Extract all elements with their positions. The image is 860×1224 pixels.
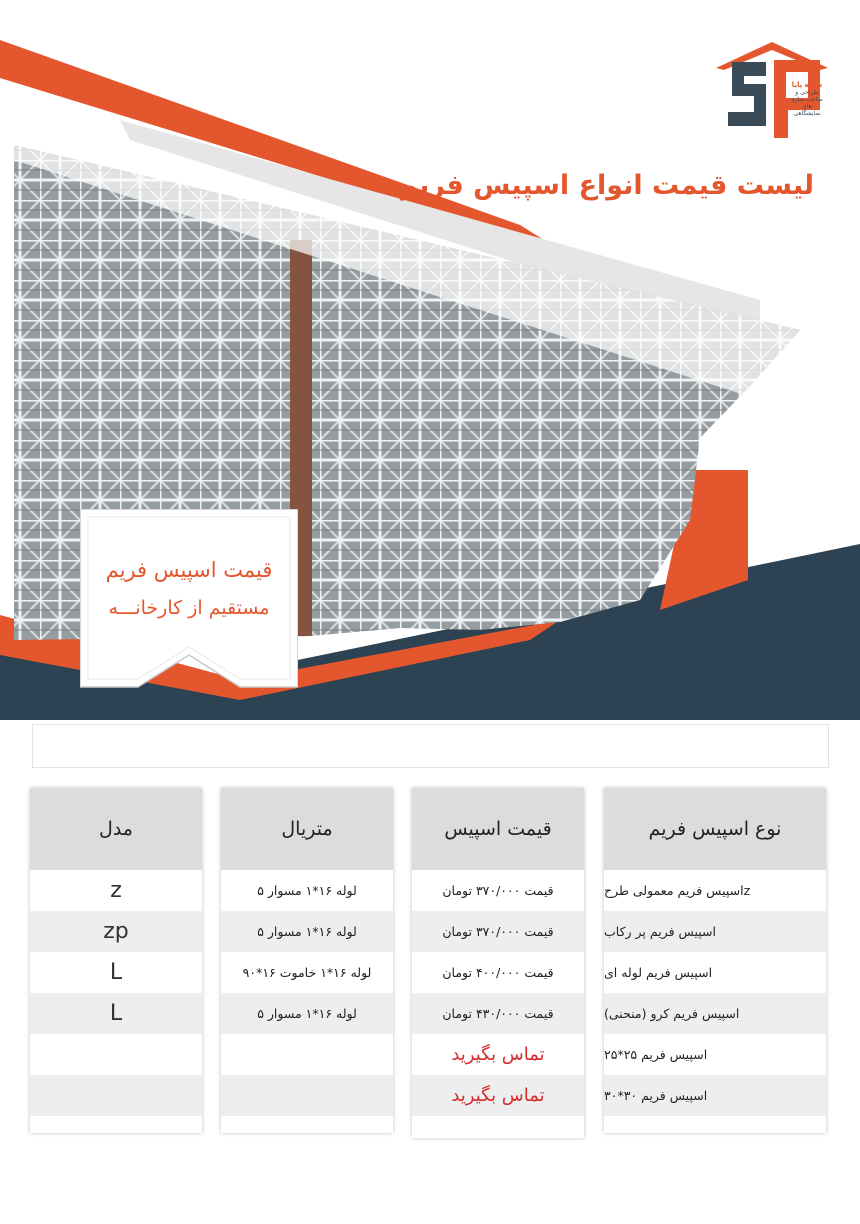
cell-model: L [30, 993, 202, 1034]
column-type [604, 788, 826, 1133]
cell-type: اسپیس فریم کرو (منحنی) [604, 993, 826, 1034]
cell-price: قیمت ۳۷۰/۰۰۰ تومان [442, 883, 554, 898]
cell-model: zp [30, 911, 202, 952]
column-model [30, 788, 202, 1133]
cell-model: z [110, 878, 122, 903]
cell-price: قیمت ۴۰۰/۰۰۰ تومان [442, 965, 554, 980]
header-material: متریال [221, 788, 393, 870]
column-material [221, 788, 393, 1133]
cell-price-contact: تماس بگیرید [451, 1044, 545, 1065]
cell-material: لوله ۱۶*۱ مسوار ۵ [257, 883, 357, 898]
badge-line-1: قیمت اسپیس فریم [105, 558, 273, 582]
cell-type: اسپیس فریم ۳۰*۳۰ [604, 1075, 826, 1116]
column-price [412, 788, 584, 1138]
badge-line-2: مستقیم از کارخانـــه [108, 597, 270, 619]
cell-price: قیمت ۴۳۰/۰۰۰ تومان [412, 993, 584, 1034]
cell-price: قیمت ۳۷۰/۰۰۰ تومان [412, 911, 584, 952]
phone-icon [690, 1152, 710, 1172]
cell-material [221, 1075, 393, 1116]
website-link[interactable]: www.sazehpaya.com [331, 1185, 519, 1204]
logo-tagline: طراحی و ساخت سازه های نمایشگاهی [791, 89, 823, 117]
cell-model [30, 1075, 202, 1116]
instagram-icon[interactable] [92, 1152, 112, 1172]
page-title: لیست قیمت انواع اسپیس فریم [397, 170, 814, 201]
cell-type: zاسپیس فریم معمولی طرح [604, 883, 751, 898]
cell-model: L [109, 960, 123, 985]
globe-icon [417, 1152, 437, 1172]
cell-material [221, 1034, 393, 1075]
logo-brand: سازه پایا [791, 81, 823, 89]
header-model: مدل [30, 788, 202, 870]
header-type: نوع اسپیس فریم [604, 788, 826, 870]
instagram-handle[interactable]: sazehpaya [39, 1182, 173, 1200]
cell-type: اسپیس فریم پر رکاب [604, 911, 826, 952]
notice-text: به دلیل نوسان قیمت آهن، قیمت ها در حال تغییر می‌باشد. لطفا برای قیمت روز با واحد فروش در ارتباط باشید. [59, 739, 802, 755]
cell-material: لوله ۱۶*۱ مسوار ۵ [221, 993, 393, 1034]
cell-material: لوله ۱۶*۱ مسوار ۵ [221, 911, 393, 952]
header-price: قیمت اسپیس [412, 788, 584, 870]
cell-type: اسپیس فریم ۲۵*۲۵ [604, 1047, 708, 1062]
phone-number[interactable]: 0912-3388600 [644, 1186, 774, 1205]
logo-caption [790, 82, 824, 117]
cell-type: اسپیس فریم لوله ای [604, 965, 713, 980]
cell-material: لوله ۱۶*۱ خاموت ۱۶*۹۰ [242, 965, 372, 980]
price-notice [32, 724, 829, 768]
cell-model [30, 1034, 202, 1075]
cell-price-contact: تماس بگیرید [412, 1075, 584, 1116]
